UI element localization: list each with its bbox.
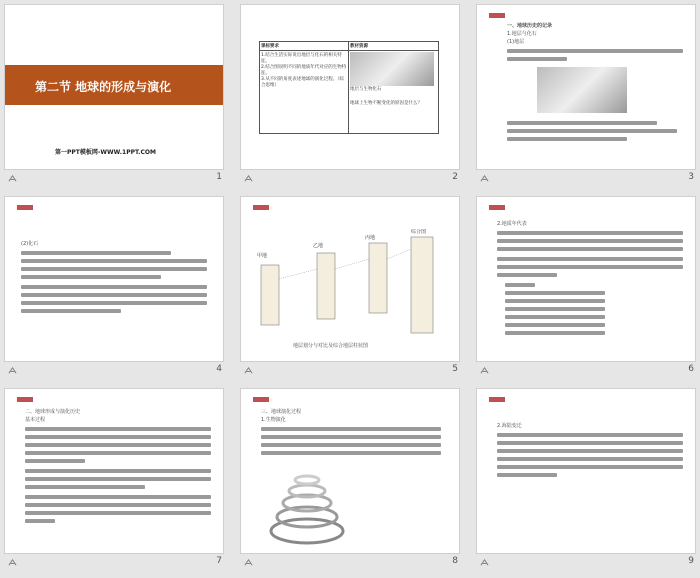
slide-thumbnail-1[interactable] bbox=[4, 4, 224, 170]
slide-number: 3 bbox=[688, 172, 694, 182]
text-line bbox=[497, 465, 683, 469]
text-line bbox=[497, 473, 557, 477]
slide-footer-7 bbox=[4, 556, 224, 570]
slide-transition-icon[interactable] bbox=[480, 558, 489, 567]
slide-number: 8 bbox=[452, 556, 458, 566]
text-line bbox=[505, 291, 605, 295]
text-line bbox=[505, 315, 605, 319]
text-line bbox=[507, 49, 683, 53]
objective-item: 1.结合生活实际说出地层与化石的相关特征。 bbox=[261, 53, 342, 64]
objectives-table bbox=[259, 41, 439, 134]
objective-item: 2.结合图说明不同的地质年代对应的生物特征。 bbox=[261, 65, 347, 76]
fossil-photo bbox=[350, 52, 434, 86]
slide-number: 7 bbox=[216, 556, 222, 566]
text-line bbox=[497, 239, 683, 243]
slide-transition-icon[interactable] bbox=[480, 366, 489, 375]
text-line bbox=[497, 265, 683, 269]
section-heading: (2)化石 bbox=[21, 241, 39, 247]
slide-transition-icon[interactable] bbox=[8, 366, 17, 375]
text-line bbox=[497, 433, 683, 437]
text-line bbox=[507, 121, 657, 125]
slide-footer-4 bbox=[4, 364, 224, 378]
correlation-line bbox=[387, 249, 411, 259]
slide-thumbnail-3[interactable] bbox=[476, 4, 696, 170]
text-line bbox=[21, 259, 207, 263]
slide-subtitle: 第一PPT模板网-WWW.1PPT.COM bbox=[55, 149, 156, 156]
slide-footer-6 bbox=[476, 364, 696, 378]
figure-caption: 地层划分与对比及综合地层柱状图 bbox=[293, 343, 369, 349]
slide-transition-icon[interactable] bbox=[8, 558, 17, 567]
strata-column bbox=[261, 265, 279, 325]
section-heading: 二、地球形成与演化历史 bbox=[25, 409, 81, 415]
slide-thumbnail-9[interactable] bbox=[476, 388, 696, 554]
slide-thumbnail-4[interactable] bbox=[4, 196, 224, 362]
text-line bbox=[25, 443, 211, 447]
text-line bbox=[505, 299, 605, 303]
slide-number: 1 bbox=[216, 172, 222, 182]
table-header-2: 教材资源 bbox=[349, 42, 439, 51]
text-line bbox=[261, 427, 441, 431]
column-label-yi: 乙地 bbox=[313, 243, 324, 249]
text-line bbox=[497, 247, 683, 251]
text-line bbox=[21, 285, 207, 289]
text-line bbox=[25, 485, 145, 489]
slide-footer-2 bbox=[240, 172, 460, 186]
correlation-line bbox=[335, 259, 369, 269]
text-line bbox=[25, 511, 211, 515]
slide-number: 2 bbox=[452, 172, 458, 182]
slide-thumbnail-6[interactable] bbox=[476, 196, 696, 362]
correlation-line bbox=[279, 269, 317, 279]
text-line bbox=[505, 283, 535, 287]
section-tag bbox=[253, 205, 269, 210]
photo-caption: 地层与生物化石 bbox=[350, 87, 382, 92]
strata-column bbox=[369, 243, 387, 313]
subheading-2: (1)地层 bbox=[507, 39, 525, 45]
section-heading: 2.海陆变迁 bbox=[497, 423, 522, 429]
text-line bbox=[507, 57, 567, 61]
text-line bbox=[497, 257, 683, 261]
slide-number: 5 bbox=[452, 364, 458, 374]
text-line bbox=[21, 267, 207, 271]
text-line bbox=[25, 451, 211, 455]
text-line bbox=[25, 459, 85, 463]
section-heading: 一、地球历史的记录 bbox=[507, 23, 553, 29]
strata-column-diagram bbox=[251, 229, 451, 339]
slide-number: 6 bbox=[688, 364, 694, 374]
slide-transition-icon[interactable] bbox=[244, 558, 253, 567]
text-line bbox=[25, 477, 211, 481]
text-line bbox=[25, 469, 211, 473]
text-line bbox=[261, 451, 441, 455]
text-line bbox=[261, 443, 441, 447]
text-line bbox=[497, 441, 683, 445]
slide-footer-1 bbox=[4, 172, 224, 186]
column-label-composite: 综合图 bbox=[411, 229, 427, 235]
slide-thumbnail-5[interactable] bbox=[240, 196, 460, 362]
objective-item: 3.从不同的角度表述地球的演化过程。（综合思维） bbox=[261, 77, 345, 88]
strata-photo bbox=[537, 67, 627, 113]
text-line bbox=[25, 519, 55, 523]
slide-footer-9 bbox=[476, 556, 696, 570]
slide-transition-icon[interactable] bbox=[244, 174, 253, 183]
slide-number: 9 bbox=[688, 556, 694, 566]
text-line bbox=[497, 457, 683, 461]
slide-transition-icon[interactable] bbox=[244, 366, 253, 375]
slide-footer-8 bbox=[240, 556, 460, 570]
text-line bbox=[25, 427, 211, 431]
text-line bbox=[507, 129, 677, 133]
slide-number: 4 bbox=[216, 364, 222, 374]
section-heading: 三、地球演化过程 bbox=[261, 409, 302, 415]
section-tag bbox=[489, 205, 505, 210]
text-line bbox=[21, 301, 207, 305]
text-line bbox=[21, 275, 161, 279]
spiral-diagram bbox=[267, 461, 347, 547]
subheading: 1.地层与化石 bbox=[507, 31, 537, 37]
slide-thumbnail-8[interactable] bbox=[240, 388, 460, 554]
text-line bbox=[21, 251, 171, 255]
column-label-jia: 甲地 bbox=[257, 253, 268, 259]
slide-transition-icon[interactable] bbox=[8, 174, 17, 183]
section-heading: 2.地质年代表 bbox=[497, 221, 527, 227]
text-line bbox=[497, 449, 683, 453]
text-line bbox=[497, 273, 557, 277]
subheading: 1.生物演化 bbox=[261, 417, 286, 423]
section-tag bbox=[489, 397, 505, 402]
title-band bbox=[5, 65, 223, 105]
text-line bbox=[25, 495, 211, 499]
text-line bbox=[497, 231, 683, 235]
strata-column bbox=[411, 237, 433, 333]
section-tag bbox=[17, 397, 33, 402]
column-label-bing: 丙地 bbox=[365, 235, 376, 241]
subheading: 基本过程 bbox=[25, 417, 46, 423]
text-line bbox=[505, 307, 605, 311]
text-line bbox=[505, 323, 605, 327]
text-line bbox=[25, 435, 211, 439]
section-tag bbox=[253, 397, 269, 402]
section-tag bbox=[489, 13, 505, 18]
text-line bbox=[21, 293, 207, 297]
text-line bbox=[21, 309, 121, 313]
text-line bbox=[505, 331, 605, 335]
slide-transition-icon[interactable] bbox=[480, 174, 489, 183]
slide-thumbnail-2[interactable] bbox=[240, 4, 460, 170]
question-text: 地球上生物不断变化的原因是什么？ bbox=[350, 101, 422, 106]
slide-footer-5 bbox=[240, 364, 460, 378]
text-line bbox=[25, 503, 211, 507]
strata-column bbox=[317, 253, 335, 319]
table-header-1: 课标要求 bbox=[260, 42, 349, 51]
slide-thumbnail-7[interactable] bbox=[4, 388, 224, 554]
section-tag bbox=[17, 205, 33, 210]
slide-footer-3 bbox=[476, 172, 696, 186]
text-line bbox=[261, 435, 441, 439]
text-line bbox=[507, 137, 627, 141]
slide-title: 第二节 地球的形成与演化 bbox=[35, 80, 172, 94]
